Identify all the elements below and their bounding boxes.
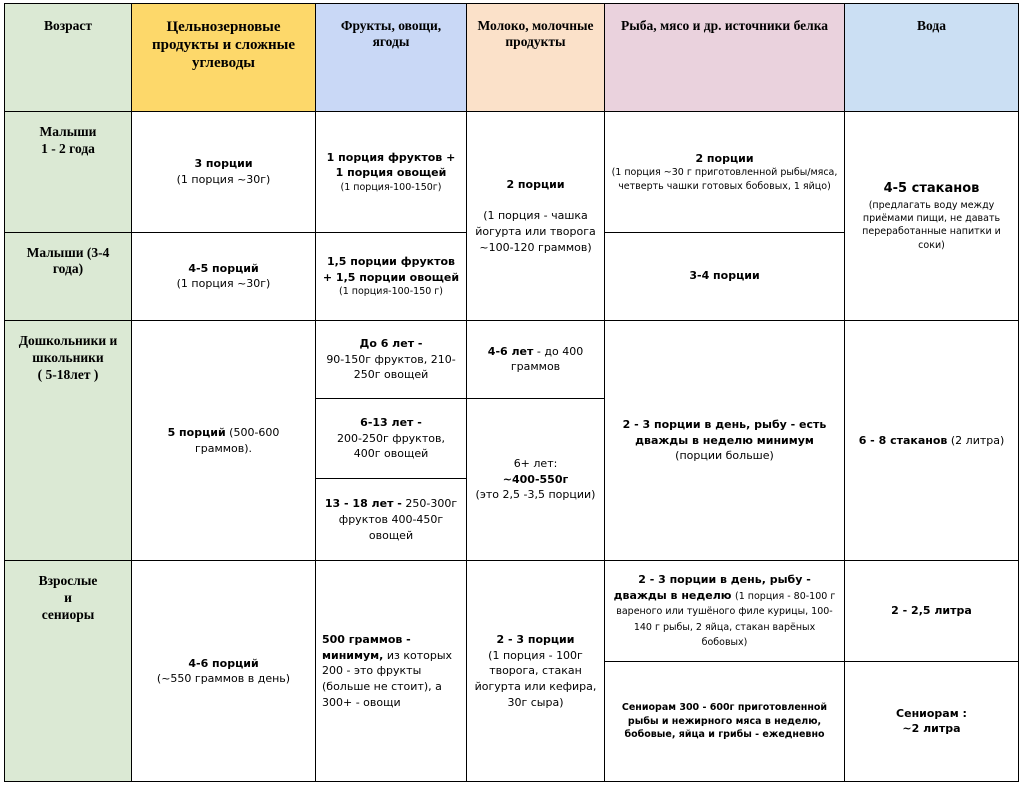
- row-toddlers-1-2: [5, 112, 1019, 232]
- age-toddlers-3-4: Малыши (3-4 года): [5, 232, 132, 320]
- milk-amount: - до 400 граммов: [510, 344, 584, 374]
- water-senior-label: Сениорам :: [896, 706, 967, 720]
- fruits-cell-toddlers-1-2: [316, 112, 467, 232]
- protein-cell-school: [605, 320, 845, 561]
- fruits-minimum: 500 граммов - минимум,: [322, 633, 411, 662]
- protein-portion-note: (1 порция ~30 г приготовленной рыбы/мяса, четверть чашки готовых бобовых, 1 яйцо): [611, 167, 838, 192]
- water-cell-toddlers: [845, 112, 1019, 321]
- water-senior-amount: ~2 литра: [902, 722, 961, 736]
- fruits-age-label: 13 - 18 лет -: [324, 497, 402, 511]
- age-adults: Взрослые и сениоры: [5, 561, 132, 782]
- header-water: Вода: [845, 4, 1019, 112]
- fruits-age-label: До 6 лет -: [359, 336, 423, 350]
- grains-portion-note: (~550 граммов в день): [156, 672, 291, 686]
- row-adults-a: [5, 561, 1019, 661]
- protein-portions: 2 - 3 порции в день, рыбу - есть дважды в неделю минимум: [622, 418, 827, 447]
- fruits-cell-adults: [316, 561, 467, 782]
- water-glasses: 6 - 8 стаканов: [858, 433, 948, 447]
- protein-portion-note: (порции больше): [675, 449, 774, 463]
- grains-portions: 4-5 порций: [188, 261, 259, 275]
- grains-portion-note: (1 порция ~30г): [176, 277, 271, 291]
- grains-cell-adults: [132, 561, 316, 782]
- nutrition-table: [4, 3, 1019, 782]
- header-row: [5, 4, 1019, 112]
- milk-amount: ~400-550г: [502, 472, 569, 486]
- milk-cell-adults: [467, 561, 605, 782]
- protein-portion-note: (1 порция - 80-100 г вареного или тушёного филе курицы, 100-140 г рыбы, 2 яйца, стакан варёных бобовых): [616, 590, 836, 649]
- milk-cell-toddlers: [467, 112, 605, 321]
- milk-age-label: 6+ лет:: [513, 457, 558, 471]
- protein-portions: 3-4 порции: [689, 269, 760, 283]
- grains-portions: 4-6 порций: [188, 656, 259, 670]
- milk-age-label: 4-6 лет: [487, 344, 534, 358]
- fruits-portions: 1,5 порции фруктов + 1,5 порции овощей: [322, 254, 460, 284]
- age-toddlers-1-2: Малыши 1 - 2 года: [5, 112, 132, 232]
- header-fruits: Фрукты, овощи, ягоды: [316, 4, 467, 112]
- fruits-cell-6-13: [316, 398, 467, 478]
- protein-cell-adults: [605, 561, 845, 661]
- water-note: (предлагать воду между приёмами пищи, не давать переработанные напитки и соки): [862, 199, 1001, 251]
- protein-portions: 2 порции: [695, 151, 754, 165]
- protein-cell-seniors: Сениорам 300 - 600г приготовленной рыбы и нежирного мяса в неделю, бобовые, яйца и грибы - ежедневно: [605, 661, 845, 781]
- fruits-portions: 1 порция фруктов + 1 порция овощей: [326, 150, 456, 180]
- water-glasses: 4-5 стаканов: [883, 181, 980, 197]
- age-school: Дошкольники и школьники ( 5-18лет ): [5, 320, 132, 561]
- milk-cell-4-6: [467, 320, 605, 398]
- fruits-amount: 90-150г фруктов, 210-250г овощей: [326, 352, 456, 382]
- fruits-portion-note: (1 порция-100-150г): [340, 181, 442, 193]
- grains-cell-toddlers-1-2: [132, 112, 316, 232]
- header-protein: Рыба, мясо и др. источники белка: [605, 4, 845, 112]
- fruits-amount: 200-250г фруктов, 400г овощей: [337, 431, 445, 461]
- water-cell-school: [845, 320, 1019, 561]
- grains-cell-toddlers-3-4: [132, 232, 316, 320]
- protein-portions: 2 - 3 порции в день, рыбу - дважды в неделю: [613, 572, 811, 602]
- grains-portions: 3 порции: [194, 157, 253, 171]
- milk-cell-6-plus: [467, 398, 605, 560]
- water-note: (2 литра): [950, 433, 1005, 447]
- header-milk: Молоко, молочные продукты: [467, 4, 605, 112]
- grains-cell-school: [132, 320, 316, 561]
- protein-cell-toddlers-3-4: [605, 232, 845, 320]
- milk-portions: 2 порции: [506, 177, 565, 191]
- milk-portion-note: (1 порция - чашка йогурта или творога ~100-120 граммов): [475, 209, 596, 254]
- milk-portions: 2 - 3 порции: [496, 633, 575, 647]
- fruits-cell-13-18: [316, 479, 467, 561]
- fruits-portion-note: (1 порция-100-150 г): [338, 286, 444, 298]
- milk-portion-note: (1 порция - 100г творога, стакан йогурта или кефира, 30г сыра): [474, 648, 597, 709]
- header-age: Возраст: [5, 4, 132, 112]
- fruits-amount: 250-300г фруктов 400-450г овощей: [338, 497, 458, 542]
- row-school-a: [5, 320, 1019, 398]
- header-grains: Цельнозерновые продукты и сложные углеводы: [132, 4, 316, 112]
- grains-portion-note: (500-600 граммов).: [194, 425, 280, 455]
- protein-cell-toddlers-1-2: [605, 112, 845, 232]
- grains-portion-note: (1 порция ~30г): [176, 172, 271, 186]
- fruits-cell-under-6: [316, 320, 467, 398]
- water-cell-adults: [845, 561, 1019, 661]
- milk-portion-note: (это 2,5 -3,5 порции): [475, 488, 596, 502]
- grains-portions: 5 порций: [167, 425, 226, 439]
- fruits-age-label: 6-13 лет -: [360, 416, 422, 430]
- fruits-cell-toddlers-3-4: [316, 232, 467, 320]
- water-cell-seniors: [845, 661, 1019, 781]
- water-amount: 2 - 2,5 литра: [891, 604, 972, 618]
- fruits-note: из которых 200 - это фрукты (больше не стоит), а 300+ - овощи: [322, 648, 453, 709]
